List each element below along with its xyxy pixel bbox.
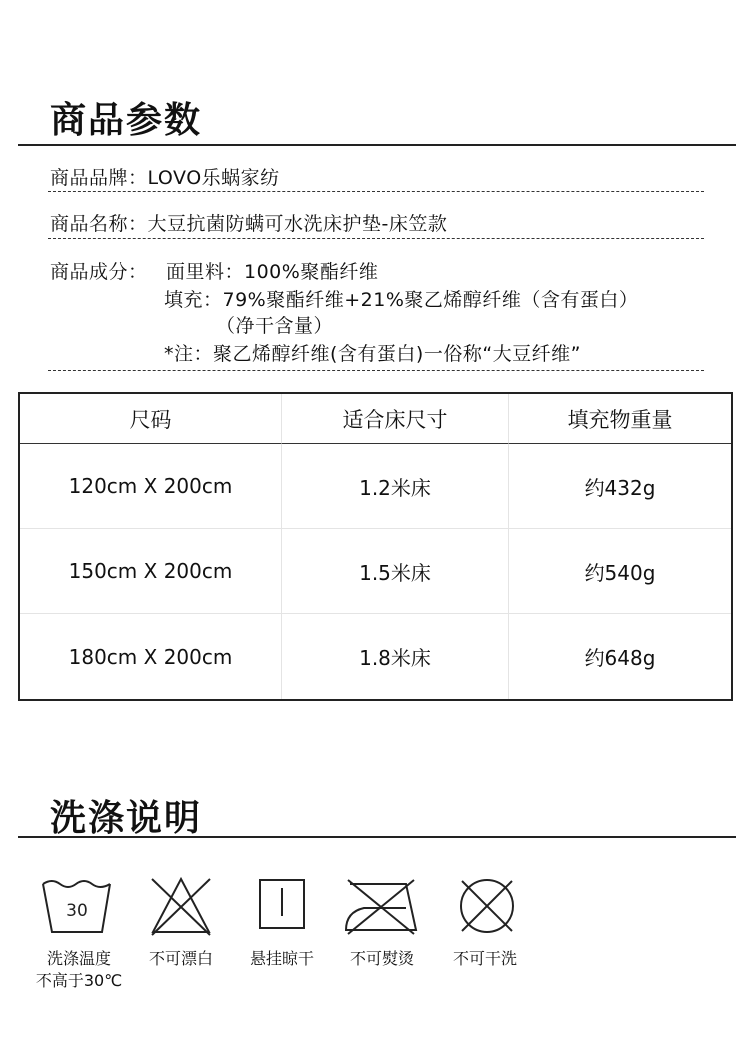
no-dry-clean-label: 不可干洗	[452, 949, 517, 968]
spec-table	[18, 392, 733, 701]
wash-temp-text: 30	[66, 901, 88, 921]
washing-title: 洗涤说明	[50, 798, 203, 839]
dashed-divider	[48, 191, 704, 192]
table-cell-weight: 约648g	[584, 646, 656, 670]
no-bleach-icon	[150, 876, 212, 936]
dashed-divider	[48, 238, 704, 239]
no-iron-label: 不可熨烫	[349, 949, 414, 968]
table-cell-bed: 1.5米床	[282, 529, 509, 614]
brand-line: 商品品牌：LOVO乐蜗家纺	[50, 167, 280, 189]
table-cell-bed: 1.2米床	[282, 444, 509, 529]
hang-dry-icon	[258, 876, 306, 932]
filling-line: 填充：79%聚酯纤维+21%聚乙烯醇纤维（含有蛋白）	[164, 289, 639, 311]
table-header-bed: 适合床尺寸	[282, 394, 509, 444]
no-bleach-label: 不可漂白	[148, 949, 213, 968]
table-cell-size: 120cm X 200cm	[20, 444, 282, 529]
wash-30-icon	[40, 876, 114, 936]
filling-cont-line: （净干含量）	[216, 315, 334, 337]
product-name-line: 商品名称：大豆抗菌防螨可水洗床护垫-床笠款	[50, 213, 448, 235]
note-line: *注：聚乙烯醇纤维(含有蛋白)一俗称“大豆纤维”	[164, 343, 582, 365]
params-title: 商品参数	[50, 100, 203, 141]
hang-dry-label: 悬挂晾干	[249, 949, 314, 968]
table-header-size: 尺码	[20, 394, 282, 444]
composition-label: 商品成分：	[50, 261, 148, 283]
params-title-divider	[18, 144, 736, 146]
table-cell-weight: 约540g	[509, 529, 731, 614]
table-cell-weight: 约432g	[509, 444, 731, 529]
washing-title-divider	[18, 836, 736, 838]
face-fabric-line: 面里料：100%聚酯纤维	[166, 261, 379, 283]
no-iron-icon	[342, 876, 420, 936]
wash-temp-label: 洗涤温度 不高于30℃	[35, 949, 123, 990]
table-header-weight: 填充物重量	[509, 394, 731, 444]
dashed-divider	[48, 370, 704, 371]
table-cell-bed: 1.8米床	[282, 614, 509, 699]
table-cell-size: 150cm X 200cm	[20, 529, 282, 614]
table-cell-size: 180cm X 200cm	[20, 614, 282, 699]
no-dry-clean-icon	[456, 876, 518, 936]
